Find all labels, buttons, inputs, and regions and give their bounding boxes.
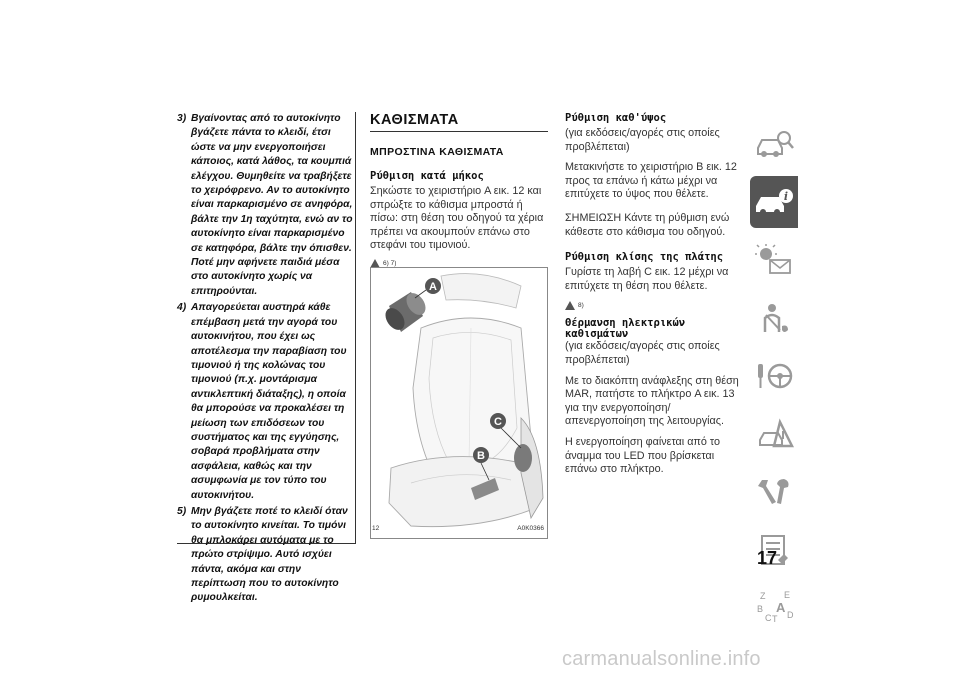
tab-safety[interactable] [750, 292, 798, 344]
car-info-icon [754, 186, 794, 218]
adjustments-column [565, 112, 745, 477]
warning-item [177, 112, 355, 299]
tab-maintenance[interactable] [750, 466, 798, 518]
warning-triangle-car-icon [754, 418, 794, 450]
warning-light-envelope-icon [754, 244, 794, 276]
svg-text:E: E [784, 590, 791, 600]
car-search-icon [754, 128, 794, 160]
svg-text:C: C [494, 416, 502, 428]
page-number: 17 [757, 548, 778, 568]
tab-car-search[interactable] [750, 118, 798, 170]
figure-code: A0K0366 [517, 525, 544, 532]
svg-text:B: B [477, 450, 485, 462]
warning-ref-text: 6) 7) [383, 259, 397, 267]
svg-text:C: C [765, 613, 772, 623]
section-subtitle: ΜΠΡΟΣΤΙΝΑ ΚΑΘΙΣΜΑΤΑ [370, 146, 504, 158]
tab-car-info[interactable] [750, 176, 798, 228]
section-title: ΚΑΘΙΣΜΑΤΑ [370, 112, 548, 132]
driver-note: ΣΗΜΕΙΩΣΗ Κάντε τη ρύθμιση ενώ κάθεστε στο κάθισμα του οδηγού. [565, 211, 730, 238]
warning-reference [565, 301, 745, 310]
height-text: Μετακινήστε το χειριστήριο B εικ. 12 προς τα επάνω ή κάτω μέχρι να επιτύχετε το ύψος που θέλετε. [565, 161, 737, 201]
svg-text:D: D [787, 610, 794, 620]
seat-illustration [371, 268, 548, 539]
callout-b [473, 447, 489, 463]
warning-column [177, 112, 356, 604]
svg-text:A: A [429, 281, 437, 293]
warning-item [177, 301, 355, 503]
svg-text:A: A [776, 600, 786, 615]
tools-icon [754, 476, 794, 508]
callout-c [490, 413, 506, 429]
warning-text: Μην βγάζετε ποτέ το κλειδί όταν το αυτοκίνητο κινείται. Το τιμόνι θα μπλοκάρει αυτόματα με το πρώτο στρίψιμο. Αυτό ισχύει πάντα, ακόμα και στην περίπτωση που το αυτοκίνητο ρυμουλκείται. [191, 505, 348, 604]
warning-number: 5) [177, 505, 187, 517]
longitudinal-heading: Ρύθμιση κατά μήκος [370, 170, 484, 182]
watermark: carmanualsonline.info [562, 648, 761, 670]
height-heading: Ρύθμιση καθ'ύψος [565, 112, 667, 124]
tab-index[interactable] [750, 582, 798, 634]
seat-figure [370, 267, 548, 539]
steering-wheel-icon [754, 360, 794, 392]
figure-number: 12 [372, 525, 380, 532]
alphabet-index-icon [754, 590, 794, 626]
warning-triangle-icon [565, 301, 575, 310]
seats-section [370, 112, 548, 268]
height-availability-note: (για εκδόσεις/αγορές στις οποίες προβλέπεται) [565, 127, 720, 153]
svg-text:Z: Z [760, 591, 766, 601]
warning-number: 3) [177, 113, 187, 124]
heated-availability-note: (για εκδόσεις/αγορές στις οποίες προβλέπεται) [565, 340, 720, 366]
heated-seats-heading: Θέρμανση ηλεκτρικών καθισμάτων [565, 317, 686, 341]
tab-warning-lights[interactable] [750, 234, 798, 286]
backrest-text: Γυρίστε τη λαβή C εικ. 12 μέχρι να επιτύχετε τη θέση που θέλετε. [565, 266, 729, 292]
heated-text-1: Με το διακόπτη ανάφλεξης στη θέση MAR, πατήστε το πλήκτρο A εικ. 13 για την ενεργοποίηση/απενεργοποίηση της λειτουργίας. [565, 374, 739, 428]
callout-a [425, 278, 441, 294]
svg-text:i: i [783, 190, 789, 203]
longitudinal-text: Σηκώστε το χειριστήριο A εικ. 12 και σπρώξτε το κάθισμα μπροστά ή πίσω: στη θέση του οδηγού τα χέρια πρέπει να ακουμπούν επάνω στο στεφάνι του τιμονιού. [370, 185, 544, 252]
svg-text:T: T [772, 614, 778, 624]
heated-text-2: Η ενεργοποίηση φαίνεται από το άναμμα του LED που βρίσκεται επάνω στο πλήκτρο. [565, 435, 721, 476]
warning-text: Απαγορεύεται αυστηρά κάθε επέμβαση μετά την αγορά του αυτοκινήτου, που έχει ως αποτέλεσμα την παραβίαση του τιμονιού ή της κολώνας του τιμονιού (π.χ. μοντάρισμα αντικλεπτική διάταξης), η οποία θα μπορούσε να προκαλέσει τη μείωση των επιδόσεων του συστήματος και της εγγύησης, σοβαρά προβλήματα στην ασφάλεια, καθώς και την ασυμφωνία με τον τύπο του αυτοκινήτου. [191, 302, 347, 501]
warning-ref-text: 8) [578, 302, 584, 310]
svg-text:B: B [757, 604, 764, 614]
warning-item [177, 505, 355, 606]
warning-text: Βγαίνοντας από το αυτοκίνητο βγάζετε πάντα το κλειδί, έτσι ώστε να μην ενεργοποιήσει κάποιος, κατά λάθος, τα κουμπιά ελέγχου. Θυμηθείτε να τραβήξετε το χειρόφρενο. Αν το αυτοκίνητο είναι παρκαρισμένο σε ανηφόρα, βάλτε την 1η ταχύτητα, ενώ αν το αυτοκίνητο είναι παρκαρισμένο σε κατηφόρα, βάλτε την όπισθεν. Ποτέ μην αφήνετε παιδιά μέσα στο αυτοκίνητο χωρίς να επιτηρούνται. [191, 113, 353, 297]
tab-starting-driving[interactable] [750, 350, 798, 402]
seatbelt-person-icon [754, 302, 794, 334]
backrest-heading: Ρύθμιση κλίσης της πλάτης [565, 251, 724, 264]
warning-number: 4) [177, 302, 187, 314]
tab-emergency[interactable] [750, 408, 798, 460]
